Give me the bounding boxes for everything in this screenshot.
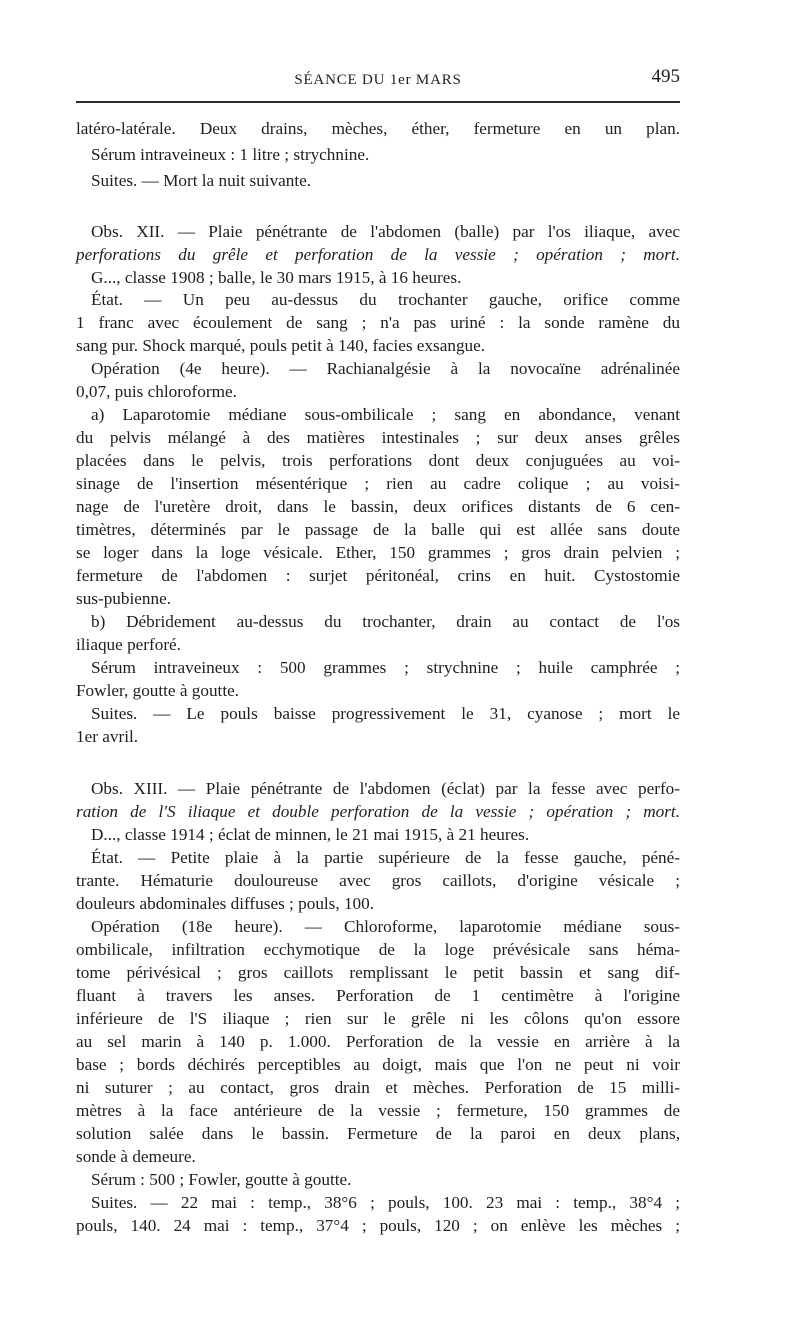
text-line: État. — Un peu au-dessus du trochanter gauche, orifice comme — [91, 290, 680, 309]
text-line: timètres, déterminés par le passage de la balle qui est allée sans doute — [76, 520, 680, 539]
text-line: sang pur. Shock marqué, pouls petit à 140, facies exsangue. — [76, 336, 486, 355]
obs-heading-line: ration de l'S iliaque et double perforation de la vessie ; opération ; mort. — [76, 802, 680, 821]
text-line: du pelvis mélangé à des matières intestinales ; sur deux anses grêles — [76, 428, 680, 447]
text-line: État. — Petite plaie à la partie supérieure de la fesse gauche, péné- — [91, 848, 680, 867]
text-line: a) Laparotomie médiane sous-ombilicale ; sang en abondance, venant — [91, 405, 680, 424]
text-line: ombilicale, infiltration ecchymotique de la loge prévésicale sans héma- — [76, 940, 680, 959]
text-line: nage de l'uretère droit, dans le bassin, deux orifices distants de 6 cen- — [76, 497, 680, 516]
text-line: ni suturer ; au contact, gros drain et mèches. Perforation de 15 milli- — [76, 1078, 680, 1097]
text-line: Sérum intraveineux : 500 grammes ; strychnine ; huile camphrée ; — [91, 658, 680, 677]
text-line: latéro-latérale. Deux drains, mèches, éther, fermeture en un plan. — [76, 119, 680, 138]
text-line: D..., classe 1914 ; éclat de minnen, le 21 mai 1915, à 21 heures. — [91, 825, 530, 844]
text-line: b) Débridement au-dessus du trochanter, drain au contact de l'os — [91, 612, 680, 631]
text-line: mètres à la face antérieure de la vessie ; fermeture, 150 grammes de — [76, 1101, 680, 1120]
text-line: sinage de l'insertion mésentérique ; rien au cadre colique ; au voisi- — [76, 474, 680, 493]
text-line: pouls, 140. 24 mai : temp., 37°4 ; pouls, 120 ; on enlève les mèches ; — [76, 1216, 680, 1235]
text-line: sus-pubienne. — [76, 589, 171, 608]
text-line: tome périvésical ; gros caillots remplissant le petit bassin et sang dif- — [76, 963, 680, 982]
header-rule — [76, 101, 680, 103]
text-line: fluant à travers les anses. Perforation de 1 centimètre à l'origine — [76, 986, 680, 1005]
text-line: Suites. — Mort la nuit suivante. — [91, 171, 312, 190]
text-line: douleurs abdominales diffuses ; pouls, 100. — [76, 894, 375, 913]
obs-heading-line: perforations du grêle et perforation de la vessie ; opération ; mort. — [76, 245, 680, 264]
text-line: fermeture de l'abdomen : surjet péritonéal, crins en huit. Cystostomie — [76, 566, 680, 585]
text-line: 0,07, puis chloroforme. — [76, 382, 237, 401]
text-line: Opération (18e heure). — Chloroforme, laparotomie médiane sous- — [91, 917, 680, 936]
text-line: solution salée dans le bassin. Fermeture de la paroi en deux plans, — [76, 1124, 680, 1143]
text-line: se loger dans la loge vésicale. Ether, 150 grammes ; gros drain pelvien ; — [76, 543, 680, 562]
text-line: 1er avril. — [76, 727, 139, 746]
text-line: Opération (4e heure). — Rachianalgésie à la novocaïne adrénalinée — [91, 359, 680, 378]
text-line: 1 franc avec écoulement de sang ; n'a pas uriné : la sonde ramène du — [76, 313, 680, 332]
text-line: Sérum intraveineux : 1 litre ; strychnine. — [91, 145, 370, 164]
text-line: base ; bords déchirés perceptibles au doigt, mais que l'on ne peut ni voir — [76, 1055, 680, 1074]
text-line: au sel marin à 140 p. 1.000. Perforation de la vessie en arrière à la — [76, 1032, 680, 1051]
obs-heading-line: Obs. XIII. — Plaie pénétrante de l'abdomen (éclat) par la fesse avec perfo- — [91, 779, 680, 798]
running-header — [76, 62, 680, 96]
text-line: iliaque perforé. — [76, 635, 181, 654]
obs-heading-line: Obs. XII. — Plaie pénétrante de l'abdomen (balle) par l'os iliaque, avec — [91, 222, 680, 241]
running-title: SÉANCE DU 1er MARS — [294, 72, 462, 88]
text-line: inférieure de l'S iliaque ; rien sur le grêle ni les côlons qu'on essore — [76, 1009, 680, 1028]
text-line: Sérum : 500 ; Fowler, goutte à goutte. — [91, 1170, 352, 1189]
text-line: trante. Hématurie douloureuse avec gros caillots, d'origine vésicale ; — [76, 871, 680, 890]
text-line: G..., classe 1908 ; balle, le 30 mars 1915, à 16 heures. — [91, 268, 462, 287]
text-line: sonde à demeure. — [76, 1147, 196, 1166]
text-line: Suites. — 22 mai : temp., 38°6 ; pouls, 100. 23 mai : temp., 38°4 ; — [91, 1193, 680, 1212]
page-number: 495 — [651, 66, 680, 87]
text-line: placées dans le pelvis, trois perforations dont deux conjuguées au voi- — [76, 451, 680, 470]
text-line: Suites. — Le pouls baisse progressivement le 31, cyanose ; mort le — [91, 704, 680, 723]
text-line: Fowler, goutte à goutte. — [76, 681, 240, 700]
